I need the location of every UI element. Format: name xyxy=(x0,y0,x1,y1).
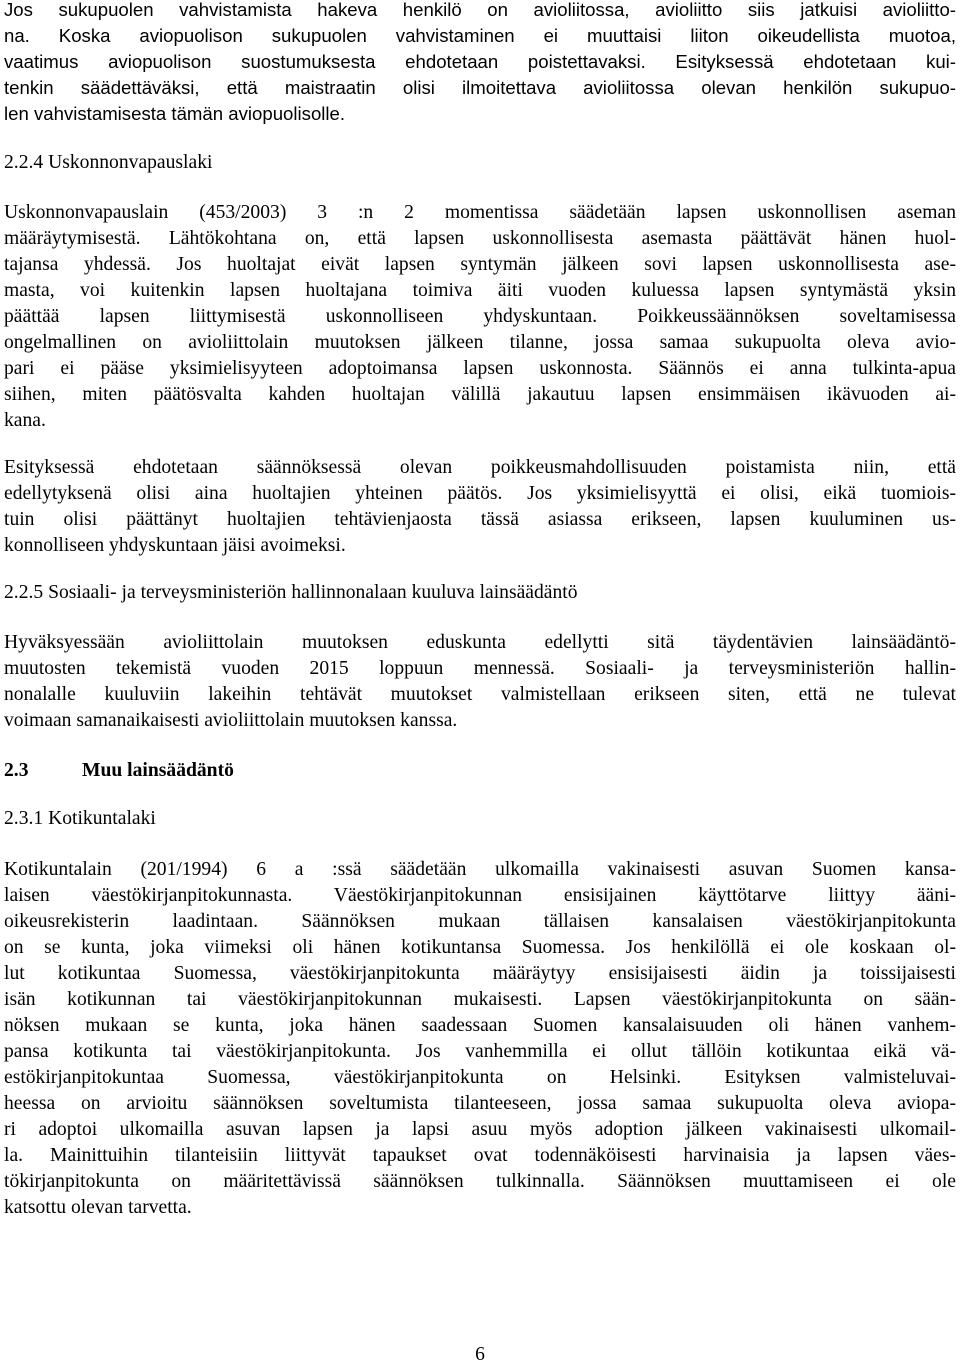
text-line: laisen väestökirjanpitokunnasta. Väestökirjanpitokunnan ensisijainen käyttötarve liittyy ääni- xyxy=(4,885,956,906)
text-line: kana. xyxy=(4,410,46,431)
text-line: pari ei pääse yksimielisyyteen adoptoimansa lapsen uskonnosta. Säännös ei anna tulkinta-apua xyxy=(4,358,956,379)
text-line: masta, voi kuitenkin lapsen huoltajana toimiva äiti vuoden kuluessa lapsen syntymästä yksin xyxy=(4,280,956,301)
text-line: nonalalle kuuluviin lakeihin tehtävät muutokset valmistellaan erikseen siten, että ne tulevat xyxy=(4,684,956,705)
chapter-heading-title: Muu lainsäädäntö xyxy=(82,760,234,781)
text-line: määräytymisestä. Lähtökohtana on, että lapsen uskonnollisesta asemasta päättävät hänen huol- xyxy=(4,228,956,249)
text-line: ongelmallinen on avioliittolain muutoksen jälkeen tilanne, jossa samaa sukupuolta oleva avio- xyxy=(4,332,956,353)
text-line: la. Mainittuihin tilanteisiin liittyvät tapaukset ovat todennäköisesti harvinaisia ja lapsen väes- xyxy=(4,1145,956,1166)
text-line: pansa kotikunta tai väestökirjanpitokunta. Jos vanhemmilla ei ollut tällöin kotikuntaa eikä vä- xyxy=(4,1041,956,1062)
text-line: Jos sukupuolen vahvistamista hakeva henkilö on avioliitossa, avioliitto siis jatkuisi avioliitto- xyxy=(4,0,956,20)
text-line: Kotikuntalain (201/1994) 6 a :ssä säädetään ulkomailla vakinaisesti asuvan Suomen kansa- xyxy=(4,859,956,880)
text-line: Esityksessä ehdotetaan säännöksessä olevan poikkeusmahdollisuuden poistamista niin, että xyxy=(4,457,956,478)
text-line: katsottu olevan tarvetta. xyxy=(4,1197,192,1218)
text-line: estökirjanpitokuntaa Suomessa, väestökirjanpitokunta on Helsinki. Esityksen valmisteluvai- xyxy=(4,1067,956,1088)
text-line: edellytyksenä olisi aina huoltajien yhteinen päätös. Jos yksimielisyyttä ei olisi, eikä tuomiois- xyxy=(4,483,956,504)
page-number: 6 xyxy=(475,1344,485,1365)
text-line: tuin olisi päättänyt huoltajien tehtävienjaosta tässä asiassa erikseen, lapsen kuuluminen us- xyxy=(4,509,956,530)
text-line: voimaan samanaikaisesti avioliittolain muutoksen kanssa. xyxy=(4,710,458,731)
text-line: nöksen mukaan se kunta, joka hänen saadessaan Suomen kansalaisuuden oli hänen vanhem- xyxy=(4,1015,956,1036)
text-line: päättää lapsen liittymisestä uskonnolliseen yhdyskuntaan. Poikkeussäännöksen soveltamisessa xyxy=(4,306,956,327)
text-line: heessa on arvioitu säännöksen soveltumista tilanteeseen, jossa samaa sukupuolta oleva aviopa- xyxy=(4,1093,956,1114)
chapter-heading-number: 2.3 xyxy=(4,760,29,781)
text-line: Uskonnonvapauslain (453/2003) 3 :n 2 momentissa säädetään lapsen uskonnollisen aseman xyxy=(4,202,956,223)
text-line: muutosten tekemistä vuoden 2015 loppuun mennessä. Sosiaali- ja terveysministeriön hallin- xyxy=(4,658,956,679)
text-line: isän kotikunnan tai väestökirjanpitokunnan mukaisesti. Lapsen väestökirjanpitokunta on sään- xyxy=(4,989,956,1010)
text-line: konnolliseen yhdyskuntaan jäisi avoimeksi. xyxy=(4,535,346,556)
text-line: na. Koska aviopuolison sukupuolen vahvistaminen ei muuttaisi liiton oikeudellista muotoa, xyxy=(4,25,956,46)
section-heading: 2.3.1 Kotikuntalaki xyxy=(4,808,156,829)
text-line: Hyväksyessään avioliittolain muutoksen eduskunta edellytti sitä täydentävien lainsäädäntö- xyxy=(4,632,956,653)
text-line: oikeusrekisterin laadintaan. Säännöksen mukaan tällaisen kansalaisen väestökirjanpitokunta xyxy=(4,911,956,932)
text-line: len vahvistamisesta tämän aviopuolisolle. xyxy=(4,103,346,124)
section-heading: 2.2.5 Sosiaali- ja terveysministeriön hallinnonalaan kuuluva lainsäädäntö xyxy=(4,582,578,603)
text-line: ri adoptoi ulkomailla asuvan lapsen ja lapsi asuu myös adoption jälkeen vakinaisesti ulkomail- xyxy=(4,1119,956,1140)
section-heading: 2.2.4 Uskonnonvapauslaki xyxy=(4,152,213,173)
chapter-heading xyxy=(4,758,956,784)
text-line: tajansa yhdessä. Jos huoltajat eivät lapsen syntymän jälkeen sovi lapsen uskonnollisesta ase- xyxy=(4,254,956,275)
text-line: vaatimus aviopuolison suostumuksesta ehdotetaan poistettavaksi. Esityksessä ehdotetaan kui- xyxy=(4,51,956,72)
text-line: tenkin säädettäväksi, että maistraatin olisi ilmoitettava avioliitossa olevan henkilön sukupuo- xyxy=(4,77,956,98)
text-line: tökirjanpitokunta on määritettävissä säännöksen tulkinnalla. Säännöksen muuttamiseen ei ole xyxy=(4,1171,956,1192)
text-line: siihen, miten päätösvalta kahden huoltajan välillä jakautuu lapsen ensimmäisen ikävuoden ai- xyxy=(4,384,956,405)
text-line: lut kotikuntaa Suomessa, väestökirjanpitokunta määräytyy ensisijaisesti äidin ja toissijaisesti xyxy=(4,963,956,984)
text-line: on se kunta, joka viimeksi oli hänen kotikuntansa Suomessa. Jos henkilöllä ei ole koskaan ol- xyxy=(4,937,956,958)
